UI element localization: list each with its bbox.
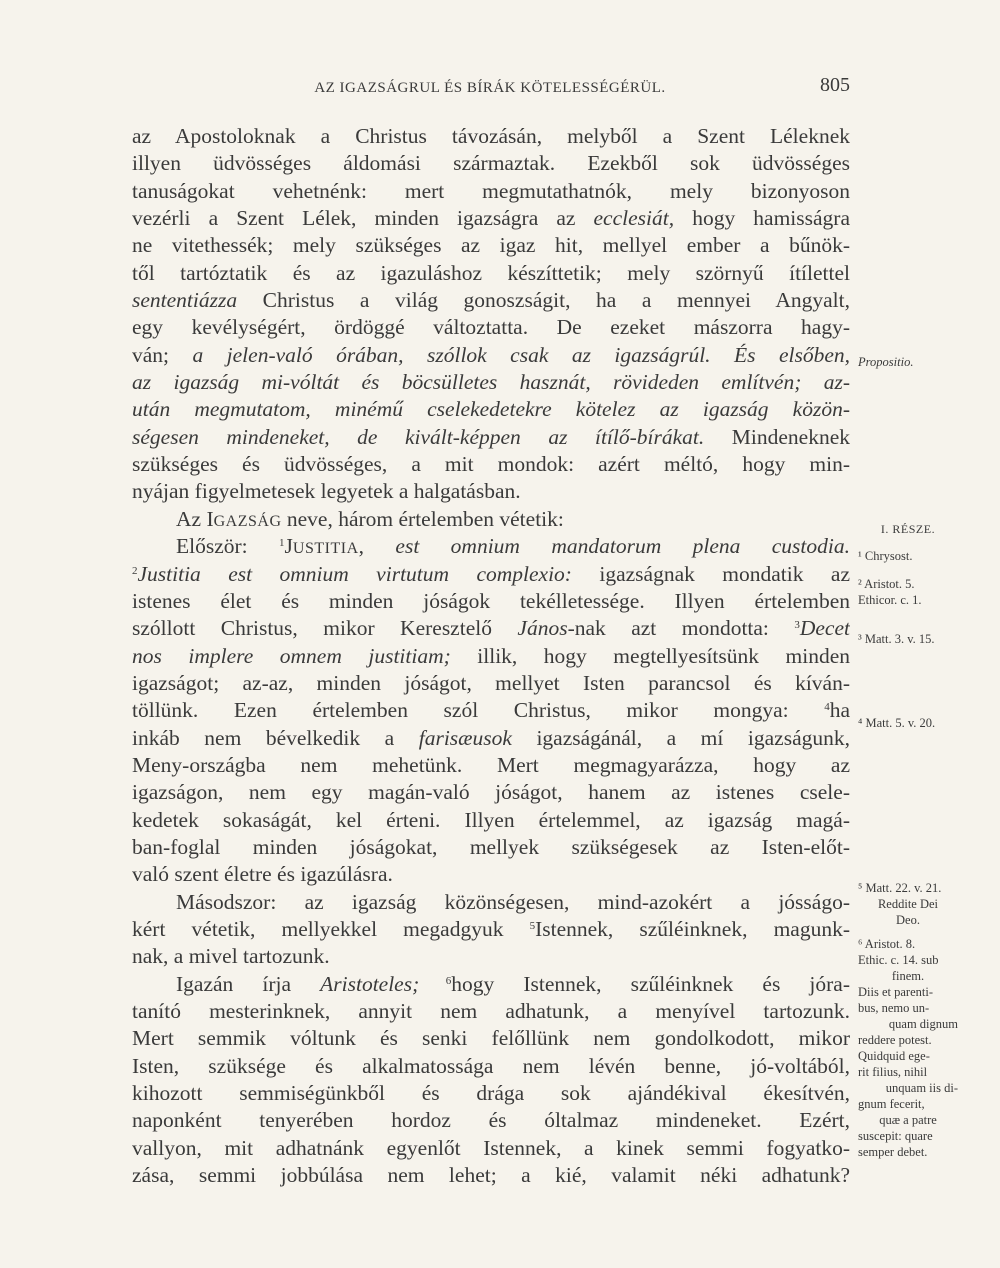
- page-number: 805: [820, 74, 850, 96]
- text-line: [132, 561, 850, 588]
- text-line: igazságon, nem egy magán-való jóságot, hanem az istenes csele-: [132, 780, 850, 805]
- text-line: vallyon, mit adhatnánk egyenlőt Istennek, a kinek semmi fogyatko-: [132, 1135, 850, 1160]
- margin-note-text: ⁵ Matt. 22. v. 21.: [858, 881, 942, 895]
- text-run: Christus a világ gonoszságit, ha a mennyei Angyalt,: [237, 288, 850, 313]
- margin-note-5: [858, 880, 958, 928]
- small-caps-term: USTITIA: [292, 540, 359, 558]
- running-head: AZ IGAZSÁGRUL ÉS BÍRÁK KÖTELESSÉGÉRÜL.: [314, 80, 666, 96]
- text-run: ván;: [132, 342, 193, 367]
- text-line: igazságot; az-az, minden jóságot, mellyet Isten parancsol és kíván-: [132, 670, 850, 695]
- text-run: inkáb nem bévelkedik a: [132, 725, 419, 750]
- body-text: [132, 123, 850, 1189]
- text-run: Először:: [176, 534, 280, 559]
- text-run: vezérli a Szent Lélek, minden igazságra az: [132, 206, 594, 231]
- text-line: kihozott semmiségünkből és drága sok ajándékival ékesítvén,: [132, 1081, 850, 1106]
- text-run: ,: [358, 534, 396, 559]
- text-line: kedetek sokaságát, kel érteni. Illyen értelemmel, az igazság magá-: [132, 807, 850, 832]
- section-heading-line: [132, 506, 850, 533]
- margin-note-text: quam dignum: [888, 1017, 958, 1031]
- margin-note-1: ¹ Chrysost.: [858, 549, 913, 563]
- text-line: től tartóztatik és az igazuláshoz készíttetik; mely szörnyű ítílettel: [132, 260, 850, 285]
- margin-note-text: gnum fecerit,: [858, 1097, 925, 1111]
- text-line: ne vitethessék; mely szükséges az igaz hit, mellyel ember a bűnök-: [132, 233, 850, 258]
- margin-note-section: I. RÉSZE.: [880, 522, 936, 536]
- italic-term: farisæusok: [418, 725, 512, 750]
- margin-note-text: Ethic. c. 14. sub: [858, 953, 939, 967]
- footnote-ref: 6: [419, 974, 452, 987]
- text-run: J: [284, 534, 293, 559]
- italic-text: ségesen mindeneket, de kivált-képpen az ítílő-bírákat.: [132, 424, 705, 449]
- text-line: [132, 396, 850, 423]
- margin-note-text: Ethicor. c. 1.: [858, 593, 922, 607]
- italic-term: János: [517, 616, 568, 641]
- margin-note-text: ² Aristot. 5.: [858, 577, 915, 591]
- text-line: [132, 342, 850, 369]
- italic-term: ecclesiát,: [593, 206, 675, 231]
- margin-note-6: [858, 936, 958, 1160]
- text-run: töllünk. Ezen értelemben szól Christus, mikor mongya:: [132, 698, 825, 723]
- text-run: Az I: [176, 506, 214, 531]
- small-caps-term: GAZSÁG: [213, 512, 282, 530]
- text-line: illyen üdvösséges áldomási származtak. Ezekből sok üdvösséges: [132, 151, 850, 176]
- text-run: igazságnak mondatik az: [571, 561, 850, 586]
- text-line: [132, 971, 850, 998]
- latin-quote: Decet: [799, 616, 850, 641]
- text-line: Mert semmik vóltunk és senki felőllünk nem gondolkodott, mikor: [132, 1026, 850, 1051]
- text-run: illik, hogy megtellyesítsünk minden: [450, 643, 850, 668]
- text-line: [132, 643, 850, 670]
- margin-note-2: [858, 576, 958, 608]
- italic-term: Aristoteles;: [320, 971, 420, 996]
- text-line: Meny-országba nem mehetünk. Mert megmagyarázza, hogy az: [132, 752, 850, 777]
- text-run: hogy Istennek, szűléinknek és jóra-: [451, 971, 850, 996]
- margin-note-text: Diis et parenti-: [858, 985, 933, 999]
- margin-note-text: rit filius, nihil: [858, 1065, 928, 1079]
- margin-note-text: Propositio.: [858, 355, 914, 369]
- text-run: igazságánál, a mí igazságunk,: [511, 725, 850, 750]
- text-line: [132, 287, 850, 314]
- margin-note-text: unquam iis di-: [885, 1081, 958, 1095]
- margin-note-text: ⁶ Aristot. 8.: [858, 937, 916, 951]
- text-run: ha: [829, 698, 850, 723]
- text-run: Istennek, szűléinknek, magunk-: [535, 916, 850, 941]
- text-run: neve, három értelemben vétetik:: [281, 506, 564, 531]
- margin-note-text: semper debet.: [858, 1145, 928, 1159]
- text-line: [132, 533, 850, 560]
- footnote-ref: 3: [794, 619, 800, 632]
- text-run: Igazán írja: [176, 971, 321, 996]
- text-run: kért vétetik, mellyekkel megadgyuk: [132, 916, 530, 941]
- italic-term: sententiázza: [132, 288, 238, 313]
- text-line: ban-foglal minden jóságokat, mellyek szükségesek az Isten-előt-: [132, 834, 850, 859]
- margin-note-text: suscepit: quare: [858, 1129, 933, 1143]
- italic-text: után megmutatom, minémű cselekedetekre kötelez az igazság közön-: [132, 397, 850, 422]
- margin-note-text: finem.: [891, 969, 925, 983]
- text-line: [132, 697, 850, 724]
- text-line: szükséges és üdvösséges, a mit mondok: azért méltó, hogy min-: [132, 452, 850, 477]
- text-line: tanuságokat vehetnénk: mert megmutathatnók, mely bizonyoson: [132, 178, 850, 203]
- text-line: [132, 916, 850, 943]
- text-line: zása, semmi jobbúlása nem lehet; a kié, valamit néki adhatunk?: [132, 1163, 850, 1188]
- footnote-ref: 5: [529, 919, 536, 932]
- margin-note-text: quæ a patre: [879, 1113, 937, 1127]
- text-line: naponként tenyerében hordoz és óltalmaz mindeneket. Ezért,: [132, 1108, 850, 1133]
- footnote-ref: 4: [824, 701, 830, 714]
- text-line: nyájan figyelmetesek legyetek a halgatásban.: [132, 479, 521, 504]
- text-line: nak, a mivel tartozunk.: [132, 944, 330, 969]
- italic-text: a jelen-való órában, szóllok csak az igazságrúl. És elsőben,: [192, 342, 850, 367]
- margin-note-4: ⁴ Matt. 5. v. 20.: [858, 716, 936, 730]
- margin-note-text: bus, nemo un-: [858, 1001, 930, 1015]
- text-line: [132, 369, 850, 396]
- text-line: [132, 725, 850, 752]
- footnote-ref: 2: [132, 564, 138, 577]
- margin-note-text: reddere potest.: [858, 1033, 932, 1047]
- text-line: Másodszor: az igazság közönségesen, mind-azokért a jósságo-: [176, 889, 850, 914]
- text-line: [132, 205, 850, 232]
- text-run: Mindeneknek: [704, 424, 850, 449]
- text-line: [132, 615, 850, 642]
- text-run: szóllott Christus, mikor Keresztelő: [132, 616, 518, 641]
- margin-note-propositio: [858, 354, 958, 370]
- italic-text: az igazság mi-vóltát és böcsülletes hasznát, rövideden említvén; az-: [132, 370, 850, 395]
- text-line: az Apostoloknak a Christus távozásán, melyből a Szent Léleknek: [132, 124, 850, 148]
- margin-note-3: ³ Matt. 3. v. 15.: [858, 632, 935, 646]
- text-line: Isten, szüksége és alkalmatossága nem lévén benne, jó-voltából,: [132, 1053, 850, 1078]
- text-line: [132, 424, 850, 451]
- latin-quote: nos implere omnem justitiam;: [132, 643, 451, 668]
- text-line: egy kevélységért, ördöggé változtatta. De ezeket mászorra hagy-: [132, 315, 850, 340]
- latin-quote: est omnium mandatorum plena custodia.: [395, 534, 850, 559]
- footnote-ref: 1: [279, 537, 285, 550]
- text-line: való szent életre és igazúlásra.: [132, 862, 393, 887]
- margin-note-text: Reddite Dei: [877, 897, 939, 911]
- margin-note-text: Deo.: [896, 913, 920, 927]
- text-line: tanító mesterinknek, annyit nem adhatunk, a menyível tartozunk.: [132, 999, 850, 1023]
- text-run: hogy hamisságra: [674, 206, 850, 231]
- text-line: istenes élet és minden jóságok tekélletessége. Illyen értelemben: [132, 588, 850, 613]
- page-header: [130, 74, 850, 104]
- text-run: -nak azt mondotta:: [567, 616, 795, 641]
- latin-quote: Justitia est omnium virtutum complexio:: [137, 561, 572, 586]
- margin-note-text: Quidquid ege-: [858, 1049, 930, 1063]
